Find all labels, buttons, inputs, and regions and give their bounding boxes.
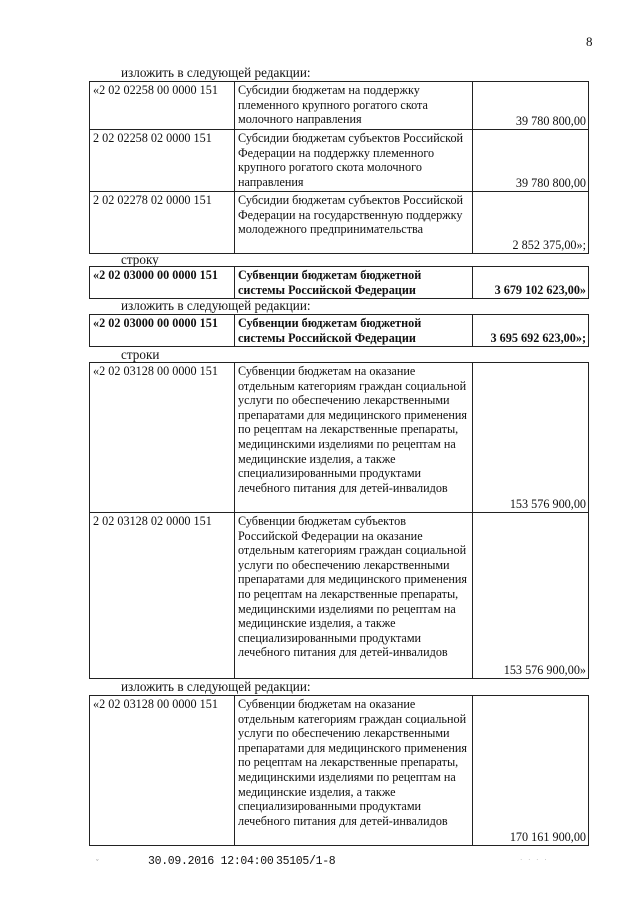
budget-code-cell: 2 02 02278 02 0000 151 — [90, 192, 235, 254]
description-cell: Субвенции бюджетам бюджетной системы Российской Федерации — [235, 315, 473, 347]
amount-cell: 39 780 800,00 — [473, 82, 589, 130]
budget-code-cell: «2 02 02258 00 0000 151 — [90, 82, 235, 130]
amount-cell: 3 679 102 623,00» — [473, 267, 589, 299]
amount-cell: 170 161 900,00 — [473, 696, 589, 846]
amount-cell: 153 576 900,00 — [473, 363, 589, 513]
section-heading: изложить в следующей редакции: — [121, 679, 311, 694]
table-row — [90, 363, 589, 513]
table-row — [90, 315, 589, 347]
budget-code-cell: «2 02 03000 00 0000 151 — [90, 267, 235, 299]
section-heading: изложить в следующей редакции: — [121, 65, 311, 80]
description-cell: Субвенции бюджетам на оказание отдельным категориям граждан социальной услуги по обеспечению лекарственными препаратами для медицинского применения по рецептам на лекарственные препараты, медицинскими изделиями по рецептам на медицинские изделия, а также специализированными продуктами лечебного питания для детей-инвалидов — [235, 363, 473, 513]
table-row — [90, 267, 589, 299]
budget-code-cell: «2 02 03128 00 0000 151 — [90, 696, 235, 846]
scan-noise: · · · · — [520, 856, 549, 864]
amount-cell: 153 576 900,00» — [473, 513, 589, 679]
section-heading: строки — [121, 347, 160, 362]
description-cell: Субсидии бюджетам субъектов Российской Федерации на поддержку племенного крупного рогатого скота молочного направления — [235, 130, 473, 192]
budget-table-5 — [89, 695, 589, 846]
amount-cell: 2 852 375,00»; — [473, 192, 589, 254]
table-row — [90, 696, 589, 846]
budget-code-cell: «2 02 03000 00 0000 151 — [90, 315, 235, 347]
budget-code-cell: 2 02 02258 02 0000 151 — [90, 130, 235, 192]
table-row — [90, 192, 589, 254]
page-number: 8 — [586, 34, 593, 49]
section-heading: строку — [121, 252, 159, 267]
table-row — [90, 130, 589, 192]
budget-table-4 — [89, 362, 589, 679]
description-cell: Субвенции бюджетам бюджетной системы Российской Федерации — [235, 267, 473, 299]
footer-timestamp: 30.09.2016 12:04:00 — [148, 855, 274, 868]
budget-table-3 — [89, 314, 589, 347]
table-row — [90, 82, 589, 130]
budget-code-cell: «2 02 03128 00 0000 151 — [90, 363, 235, 513]
table-row — [90, 513, 589, 679]
budget-table-1 — [89, 81, 589, 254]
budget-table-2 — [89, 266, 589, 299]
description-cell: Субвенции бюджетам субъектов Российской Федерации на оказание отдельным категориям граждан социальной услуги по обеспечению лекарственными препаратами для медицинского применения по рецептам на лекарственные препараты, медицинскими изделиями по рецептам на медицинские изделия, а также специализированными продуктами лечебного питания для детей-инвалидов — [235, 513, 473, 679]
footer-document-id: 35105/1-8 — [276, 855, 336, 868]
description-cell: Субвенции бюджетам на оказание отдельным категориям граждан социальной услуги по обеспечению лекарственными препаратами для медицинского применения по рецептам на лекарственные препараты, медицинскими изделиями по рецептам на медицинские изделия, а также специализированными продуктами лечебного питания для детей-инвалидов — [235, 696, 473, 846]
amount-cell: 39 780 800,00 — [473, 130, 589, 192]
amount-cell: 3 695 692 623,00»; — [473, 315, 589, 347]
budget-code-cell: 2 02 03128 02 0000 151 — [90, 513, 235, 679]
description-cell: Субсидии бюджетам на поддержку племенного крупного рогатого скота молочного направления — [235, 82, 473, 130]
scan-mark: ˇ — [96, 858, 99, 867]
section-heading: изложить в следующей редакции: — [121, 298, 311, 313]
description-cell: Субсидии бюджетам субъектов Российской Федерации на государственную поддержку молодежного предпринимательства — [235, 192, 473, 254]
